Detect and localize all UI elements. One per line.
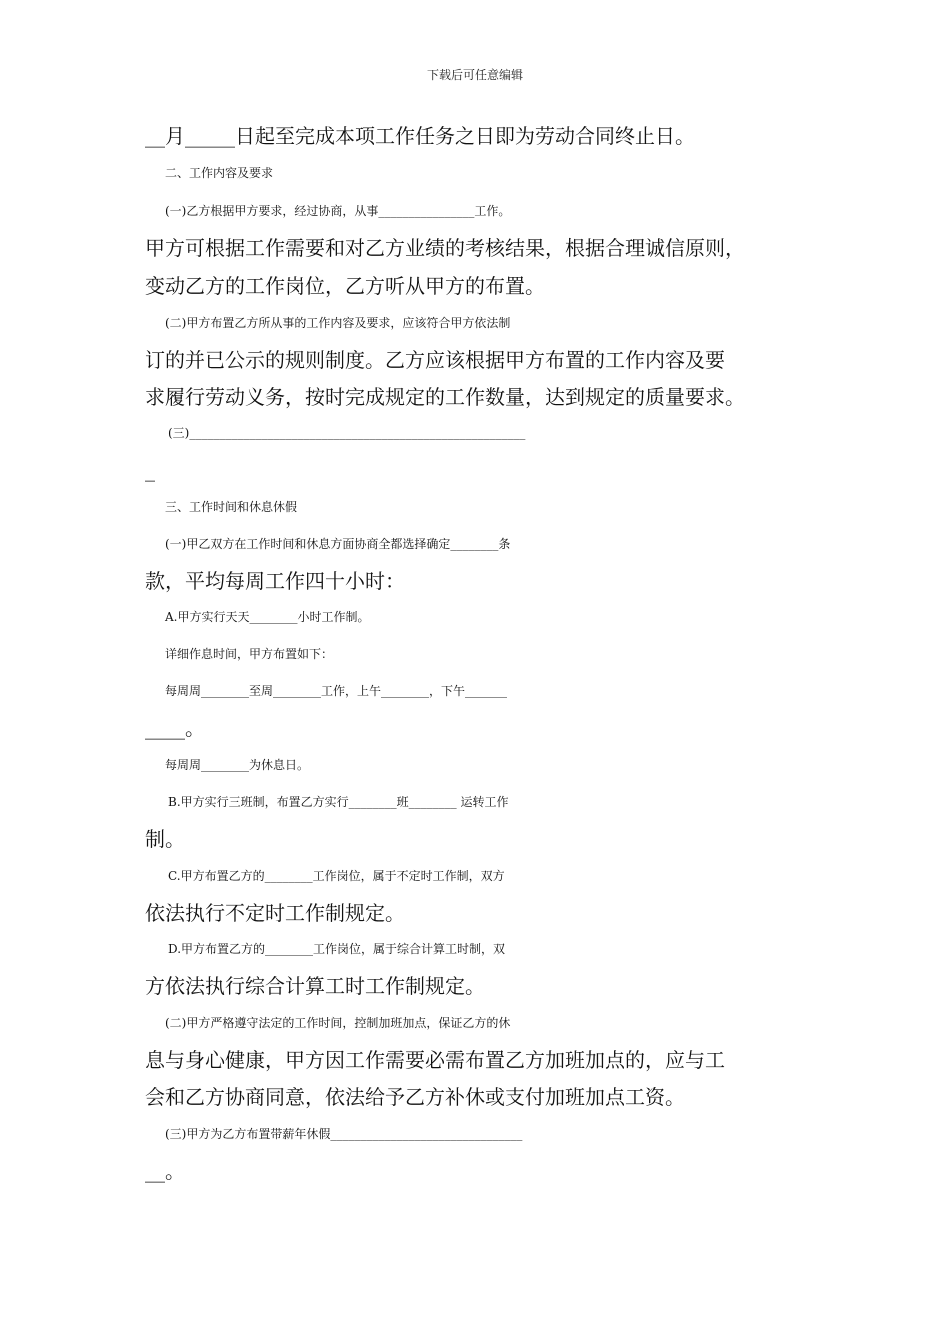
text-line: B.甲方实行三班制，布置乙方实行________班________ 运转工作 — [168, 795, 509, 809]
text-line: 甲方可根据工作需要和对乙方业绩的考核结果，根据合理诚信原则， — [145, 236, 745, 260]
text-line: (三)________________________________________________________ — [168, 426, 526, 440]
text-line: _ — [145, 458, 155, 482]
text-line: 依法执行不定时工作制规定。 — [145, 901, 405, 925]
text-line: 订的并已公示的规则制度。乙方应该根据甲方布置的工作内容及要 — [145, 348, 725, 372]
page-header: 下载后可任意编辑 — [426, 68, 523, 82]
text-line: 息与身心健康，甲方因工作需要必需布置乙方加班加点的，应与工 — [145, 1048, 725, 1072]
text-line: __。 — [145, 1159, 185, 1183]
text-line: __月_____日起至完成本项工作任务之日即为劳动合同终止日。 — [145, 124, 695, 148]
text-line: 每周周________至周________工作，上午________，下午_______ — [165, 684, 508, 698]
section-heading: 二、工作内容及要求 — [165, 166, 274, 180]
text-line: 款，平均每周工作四十小时： — [145, 569, 405, 593]
text-line: (一)甲乙双方在工作时间和休息方面协商全都选择确定________条 — [165, 537, 511, 551]
text-line: 每周周________为休息日。 — [165, 758, 310, 772]
text-line: 变动乙方的工作岗位，乙方听从甲方的布置。 — [145, 274, 545, 298]
section-heading: 三、工作时间和休息休假 — [165, 500, 298, 514]
text-line: 详细作息时间，甲方布置如下： — [165, 647, 334, 661]
text-line: 会和乙方协商同意，依法给予乙方补休或支付加班加点工资。 — [145, 1085, 685, 1109]
text-line: 制。 — [145, 827, 185, 851]
text-line: (二)甲方布置乙方所从事的工作内容及要求，应该符合甲方依法制 — [165, 316, 511, 330]
text-line: C.甲方布置乙方的________工作岗位，属于不定时工作制，双方 — [168, 869, 505, 883]
text-line: (二)甲方严格遵守法定的工作时间，控制加班加点，保证乙方的休 — [165, 1016, 511, 1030]
text-line: (一)乙方根据甲方要求，经过协商，从事________________工作。 — [165, 204, 511, 218]
text-line: ____。 — [145, 716, 205, 740]
text-line: (三)甲方为乙方布置带薪年休假________________________________ — [165, 1127, 523, 1141]
text-line: A.甲方实行天天________小时工作制。 — [165, 610, 370, 624]
text-line: D.甲方布置乙方的________工作岗位，属于综合计算工时制，双 — [168, 942, 506, 956]
text-line: 方依法执行综合计算工时工作制规定。 — [145, 974, 485, 998]
text-line: 求履行劳动义务，按时完成规定的工作数量，达到规定的质量要求。 — [145, 385, 745, 409]
